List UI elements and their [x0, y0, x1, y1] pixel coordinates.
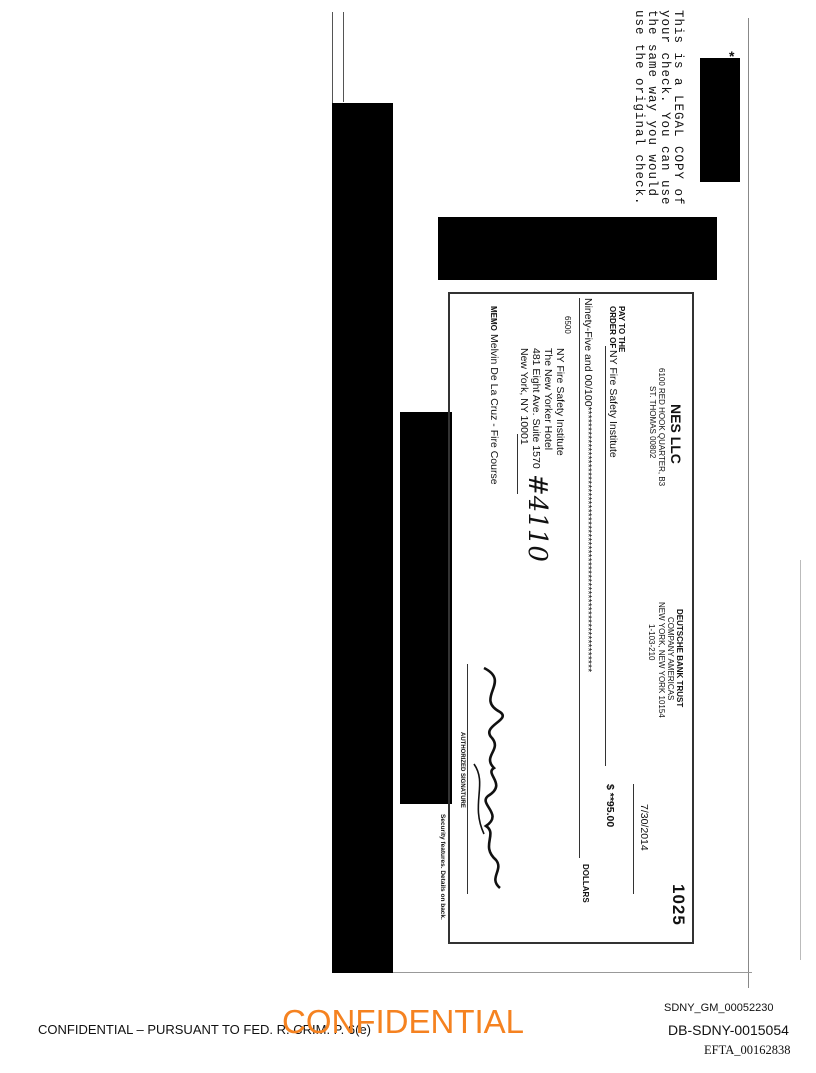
check-number: 1025: [669, 884, 688, 926]
legal-line-2: your check. You can use: [658, 10, 672, 206]
amount-numeric: $ **95.00: [604, 784, 616, 828]
redaction-top-block: [438, 217, 717, 280]
legal-line-4: use the original check.: [632, 10, 646, 206]
bank-address: NEW YORK, NEW YORK 10154: [657, 602, 666, 718]
confidential-watermark: CONFIDENTIAL: [282, 1003, 525, 1040]
payee-name: NY Fire Safety Institute: [607, 350, 619, 458]
bank-routing: 1-103-210: [647, 624, 656, 661]
amount-underline: [579, 298, 580, 858]
payee-address-3: 481 Eight Ave. Suite 1570: [530, 348, 542, 469]
check-image: [438, 284, 698, 956]
handwritten-note: #4110: [522, 474, 552, 562]
memo-text: Melvin De La Cruz - Fire Course: [488, 334, 500, 485]
scan-edge-bottom: [332, 972, 752, 973]
bank-name-2: COMPANY AMERICAS: [666, 617, 675, 701]
payer-address-1: 6100 RED HOOK QUARTER, B3: [657, 368, 666, 487]
scan-edge-left-inner: [343, 12, 344, 102]
payee-address-2: The New Yorker Hotel: [542, 348, 554, 451]
payee-address-1: NY Fire Safety Institute: [554, 348, 566, 456]
efta-number: EFTA_00162838: [704, 1043, 791, 1057]
check-date: 7/30/2014: [638, 804, 650, 851]
bates-number-top: SDNY_GM_00052230: [664, 1002, 774, 1014]
bates-number-bottom: DB-SDNY-0015054: [668, 1022, 789, 1038]
signature-label: AUTHORIZED SIGNATURE: [459, 732, 465, 808]
redaction-left-strip: [332, 103, 393, 973]
scan-edge-far-right: [800, 560, 801, 960]
payer-name: NES LLC: [668, 404, 684, 464]
legal-copy-notice: [624, 10, 684, 220]
bank-name: DEUTSCHE BANK TRUST: [675, 609, 684, 708]
stub-code: 6500: [563, 316, 572, 334]
confidential-legend: CONFIDENTIAL – PURSUANT TO FED. R. CRIM. P. 6(e): [38, 1022, 372, 1037]
pay-to-label-1: PAY TO THE: [617, 306, 626, 353]
date-underline: [633, 784, 634, 894]
signature-scribble: [464, 664, 518, 894]
memo-label: MEMO: [489, 306, 498, 331]
legal-line-3: the same way you would: [645, 10, 659, 198]
redaction-number-strip: [700, 58, 740, 182]
signature-line: [467, 664, 468, 894]
address-underline: [517, 434, 518, 494]
dollars-label: DOLLARS: [581, 864, 590, 903]
security-note: Security features. Details on back.: [439, 814, 446, 920]
legal-line-1: This is a LEGAL COPY of: [671, 10, 685, 206]
amount-words: Ninety-Five and 00/100*****************************************************************: [582, 298, 594, 673]
pay-to-label-2: ORDER OF: [608, 306, 617, 349]
payee-address-4: New York, NY 10001: [518, 348, 530, 445]
payee-underline: [605, 346, 606, 766]
scan-edge-right: [748, 18, 749, 988]
payer-address-2: ST. THOMAS 00802: [648, 386, 657, 459]
asterisk-mark: *: [729, 48, 735, 64]
